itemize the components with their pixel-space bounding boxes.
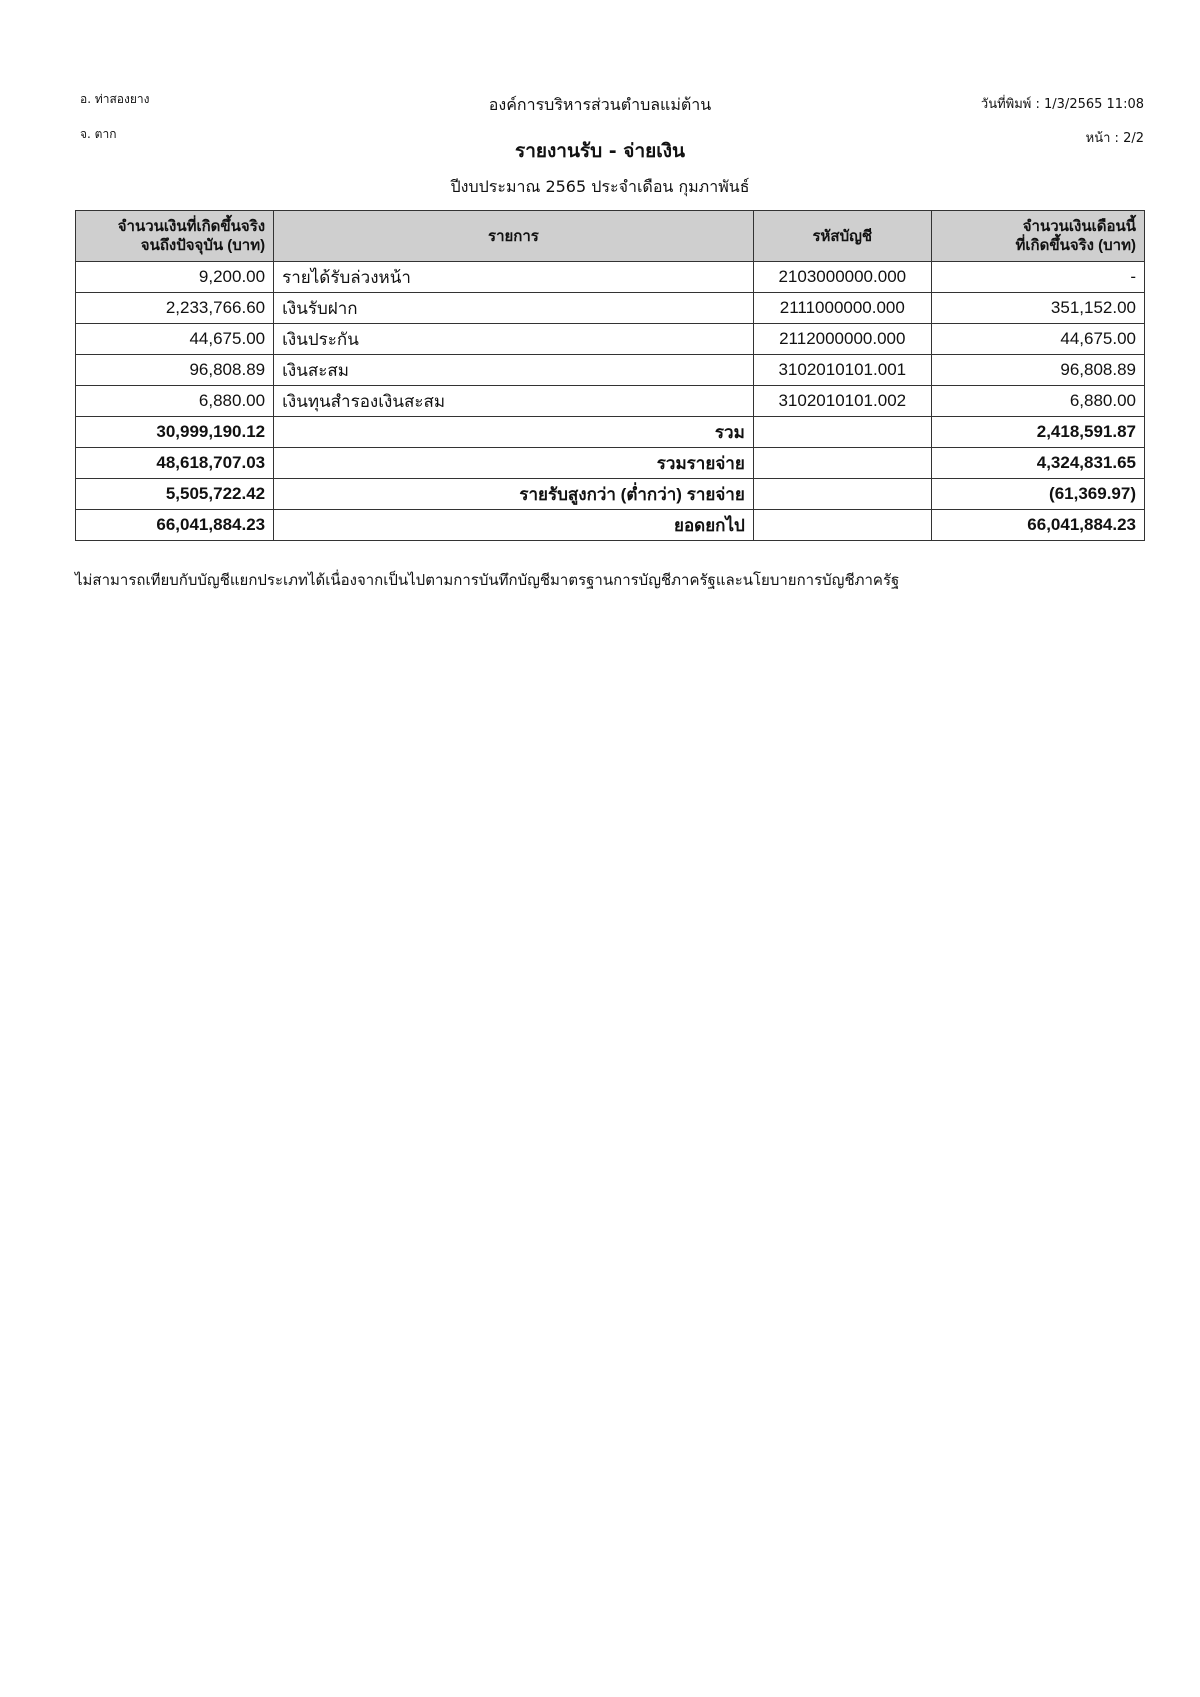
district-label: อ. ท่าสองยาง <box>80 92 150 106</box>
header-ytd-line2: จนถึงปัจจุบัน (บาท) <box>140 237 266 254</box>
header-month-line2: ที่เกิดขึ้นจริง (บาท) <box>1015 237 1136 254</box>
report-period: ปีงบประมาณ 2565 ประจำเดือน กุมภาพันธ์ <box>450 177 750 196</box>
ytd-amount: 6,880.00 <box>76 386 274 417</box>
summary-label: รายรับสูงกว่า (ต่ำกว่า) รายจ่าย <box>274 479 754 510</box>
month-amount: 66,041,884.23 <box>931 510 1144 541</box>
summary-label: รวมรายจ่าย <box>274 448 754 479</box>
month-amount: - <box>931 262 1144 293</box>
table-row <box>76 324 1145 355</box>
header-account-code: รหัสบัญชี <box>753 211 931 262</box>
footnote: ไม่สามารถเทียบกับบัญชีแยกประเภทได้เนื่องจากเป็นไปตามการบันทึกบัญชีมาตรฐานการบัญชีภาครัฐและนโยบายการบัญชีภาครัฐ <box>75 571 900 589</box>
account-code: 3102010101.002 <box>753 386 931 417</box>
table-row <box>76 262 1145 293</box>
print-date: วันที่พิมพ์ : 1/3/2565 11:08 <box>980 97 1144 112</box>
header-ytd-amount <box>76 211 274 262</box>
account-code-empty <box>753 479 931 510</box>
month-amount: (61,369.97) <box>931 479 1144 510</box>
account-code-empty <box>753 510 931 541</box>
summary-label: ยอดยกไป <box>274 510 754 541</box>
ytd-amount: 48,618,707.03 <box>76 448 274 479</box>
item-name: เงินประกัน <box>274 324 754 355</box>
table-row <box>76 386 1145 417</box>
item-name: รายได้รับล่วงหน้า <box>274 262 754 293</box>
organization-name: องค์การบริหารส่วนตำบลแม่ต้าน <box>488 95 712 114</box>
item-name: เงินทุนสำรองเงินสะสม <box>274 386 754 417</box>
month-amount: 351,152.00 <box>931 293 1144 324</box>
item-name: เงินสะสม <box>274 355 754 386</box>
header-item: รายการ <box>274 211 754 262</box>
month-amount: 4,324,831.65 <box>931 448 1144 479</box>
ytd-amount: 30,999,190.12 <box>76 417 274 448</box>
account-code: 2112000000.000 <box>753 324 931 355</box>
ytd-amount: 96,808.89 <box>76 355 274 386</box>
page-number: หน้า : 2/2 <box>1085 131 1144 146</box>
month-amount: 96,808.89 <box>931 355 1144 386</box>
month-amount: 2,418,591.87 <box>931 417 1144 448</box>
table-row <box>76 293 1145 324</box>
table-header-row <box>76 211 1145 262</box>
account-code-empty <box>753 417 931 448</box>
item-name: เงินรับฝาก <box>274 293 754 324</box>
ytd-amount: 9,200.00 <box>76 262 274 293</box>
account-code: 3102010101.001 <box>753 355 931 386</box>
header-month-amount <box>931 211 1144 262</box>
month-amount: 6,880.00 <box>931 386 1144 417</box>
month-amount: 44,675.00 <box>931 324 1144 355</box>
summary-row-surplus <box>76 479 1145 510</box>
ytd-amount: 2,233,766.60 <box>76 293 274 324</box>
receipt-payment-table <box>75 210 1145 541</box>
account-code-empty <box>753 448 931 479</box>
summary-row-total <box>76 417 1145 448</box>
ytd-amount: 5,505,722.42 <box>76 479 274 510</box>
account-code: 2103000000.000 <box>753 262 931 293</box>
account-code: 2111000000.000 <box>753 293 931 324</box>
table-row <box>76 355 1145 386</box>
province-label: จ. ตาก <box>80 127 117 141</box>
report-title: รายงานรับ - จ่ายเงิน <box>514 140 686 162</box>
ytd-amount: 66,041,884.23 <box>76 510 274 541</box>
summary-label: รวม <box>274 417 754 448</box>
summary-row-expenses <box>76 448 1145 479</box>
summary-row-carried-forward <box>76 510 1145 541</box>
header-ytd-line1: จำนวนเงินที่เกิดขึ้นจริง <box>117 218 266 235</box>
header-month-line1: จำนวนเงินเดือนนี้ <box>1022 218 1136 235</box>
ytd-amount: 44,675.00 <box>76 324 274 355</box>
